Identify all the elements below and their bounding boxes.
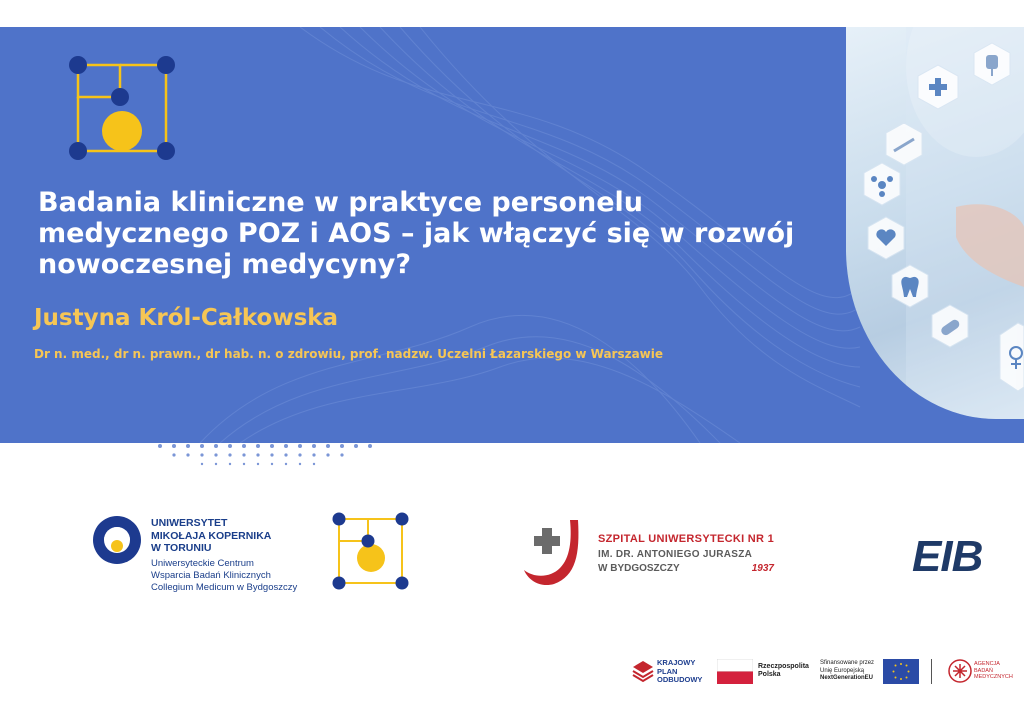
szpital-year: 1937 <box>751 563 774 574</box>
footer-divider <box>931 659 932 684</box>
plus-icon <box>926 75 950 99</box>
szpital-patron: IM. DR. ANTONIEGO JURASZA <box>598 549 753 560</box>
rp-line: Rzeczpospolita <box>758 663 809 670</box>
umk-sub-line: Uniwersyteckie Centrum <box>151 557 254 569</box>
szpital-city-row <box>598 563 774 574</box>
title-banner <box>0 27 1024 443</box>
eu-logo-text <box>820 660 874 683</box>
abm-emblem <box>948 659 972 683</box>
syringe-icon <box>892 135 916 155</box>
umk-name-line: MIKOŁAJA KOPERNIKA <box>151 529 272 542</box>
kpo-line: KRAJOWY <box>657 658 696 667</box>
rp-logo-text <box>758 663 809 679</box>
iv-bag-icon <box>983 51 1001 77</box>
abm-line: MEDYCZNYCH <box>974 674 1013 680</box>
umk-name-line: W TORUNIU <box>151 542 212 554</box>
author-name: Justyna Król-Całkowska <box>34 305 339 331</box>
pill-icon <box>938 315 962 339</box>
kpo-icon <box>631 659 655 683</box>
umk-sub-line: Wsparcia Badań Klinicznych <box>151 569 271 581</box>
eu-line: NextGenerationEU <box>820 675 874 681</box>
female-symbol-icon <box>1008 345 1024 371</box>
eu-line: Unię Europejską <box>820 667 865 674</box>
project-logo-small <box>328 510 414 596</box>
eib-logo: EIB <box>912 532 983 581</box>
tooth-icon <box>899 275 921 299</box>
kpo-line: ODBUDOWY <box>657 675 703 685</box>
eu-flag-icon <box>883 659 919 684</box>
medical-photo <box>846 27 1024 419</box>
molecule-icon <box>870 173 894 197</box>
author-affiliation: Dr n. med., dr n. prawn., dr hab. n. o zdrowiu, prof. nadzw. Uczelni Łazarskiego w Warszawie <box>34 347 664 361</box>
umk-emblem <box>90 513 146 569</box>
kpo-logo-text <box>657 659 702 685</box>
dot-pattern <box>140 440 400 472</box>
polish-flag-icon <box>717 659 753 684</box>
szpital-name: SZPITAL UNIWERSYTECKI NR 1 <box>598 533 775 545</box>
presentation-title: Badania kliniczne w praktyce personelu medycznego POZ i AOS – jak włączyć się w rozwój nowoczesnej medycyny? <box>38 187 795 280</box>
szpital-emblem <box>520 514 596 590</box>
szpital-city: W BYDGOSZCZY <box>598 563 680 574</box>
eu-line: Sfinansowane przez <box>820 660 875 666</box>
abm-line: AGENCJA <box>974 661 1000 667</box>
abm-line: BADAŃ <box>974 667 993 674</box>
heart-icon <box>875 228 897 248</box>
project-logo <box>62 53 184 163</box>
abm-logo-text <box>974 661 1013 681</box>
umk-logo-text <box>151 517 297 594</box>
szpital-logo-text <box>598 533 774 574</box>
kpo-line: PLAN <box>657 666 678 676</box>
rp-line: Polska <box>758 671 781 678</box>
umk-sub-line: Collegium Medicum w Bydgoszczy <box>151 581 298 593</box>
umk-name-line: UNIWERSYTET <box>151 517 228 529</box>
